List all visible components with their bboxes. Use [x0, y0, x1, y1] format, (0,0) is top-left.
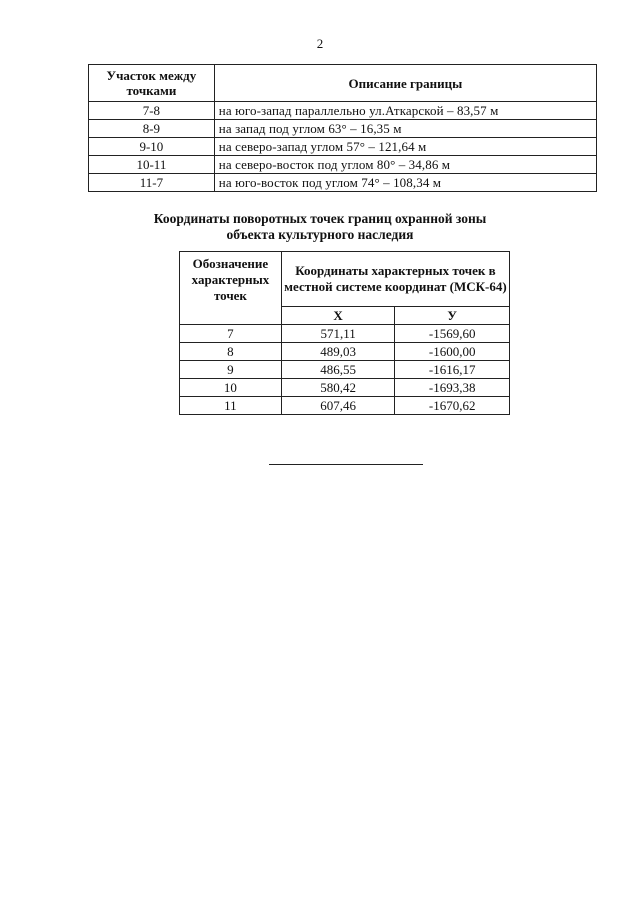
y-cell: -1600,00 [395, 343, 510, 361]
header-coordinates: Координаты характерных точек в местной системе координат (МСК-64) [281, 252, 509, 307]
table-row [89, 120, 597, 138]
table-row [89, 102, 597, 120]
table-header-row [180, 252, 510, 307]
coordinates-heading [60, 211, 580, 243]
segment-cell: 9-10 [89, 138, 215, 156]
description-cell: на юго-запад параллельно ул.Аткарской – 83,57 м [214, 102, 596, 120]
point-cell: 9 [180, 361, 282, 379]
table-row [89, 138, 597, 156]
x-cell: 580,42 [281, 379, 395, 397]
header-x: Х [281, 307, 395, 325]
y-cell: -1616,17 [395, 361, 510, 379]
description-cell: на запад под углом 63° – 16,35 м [214, 120, 596, 138]
closing-divider-line [269, 464, 423, 465]
table-row [89, 156, 597, 174]
x-cell: 607,46 [281, 397, 395, 415]
page-number: 2 [316, 36, 324, 51]
table-row [180, 361, 510, 379]
x-cell: 489,03 [281, 343, 395, 361]
segment-cell: 7-8 [89, 102, 215, 120]
coordinates-table [179, 251, 510, 415]
coordinates-heading-line1: Координаты поворотных точек границ охранной зоны [153, 211, 487, 226]
table-header-row [89, 65, 597, 102]
description-cell: на северо-запад углом 57° – 121,64 м [214, 138, 596, 156]
boundary-description-table [88, 64, 597, 192]
x-cell: 571,11 [281, 325, 395, 343]
table-row [180, 325, 510, 343]
point-cell: 10 [180, 379, 282, 397]
description-cell: на северо-восток под углом 80° – 34,86 м [214, 156, 596, 174]
y-cell: -1693,38 [395, 379, 510, 397]
point-cell: 8 [180, 343, 282, 361]
coordinates-heading-line2: объекта культурного наследия [226, 227, 414, 242]
y-cell: -1670,62 [395, 397, 510, 415]
segment-cell: 10-11 [89, 156, 215, 174]
x-cell: 486,55 [281, 361, 395, 379]
table-row [180, 397, 510, 415]
y-cell: -1569,60 [395, 325, 510, 343]
point-cell: 7 [180, 325, 282, 343]
table-row [89, 174, 597, 192]
table-row [180, 343, 510, 361]
table-row [180, 379, 510, 397]
header-designation: Обозначение характерных точек [180, 252, 282, 325]
segment-cell: 11-7 [89, 174, 215, 192]
description-cell: на юго-восток под углом 74° – 108,34 м [214, 174, 596, 192]
header-description: Описание границы [214, 65, 596, 102]
point-cell: 11 [180, 397, 282, 415]
header-y: У [395, 307, 510, 325]
segment-cell: 8-9 [89, 120, 215, 138]
header-segment: Участок между точками [89, 65, 215, 102]
